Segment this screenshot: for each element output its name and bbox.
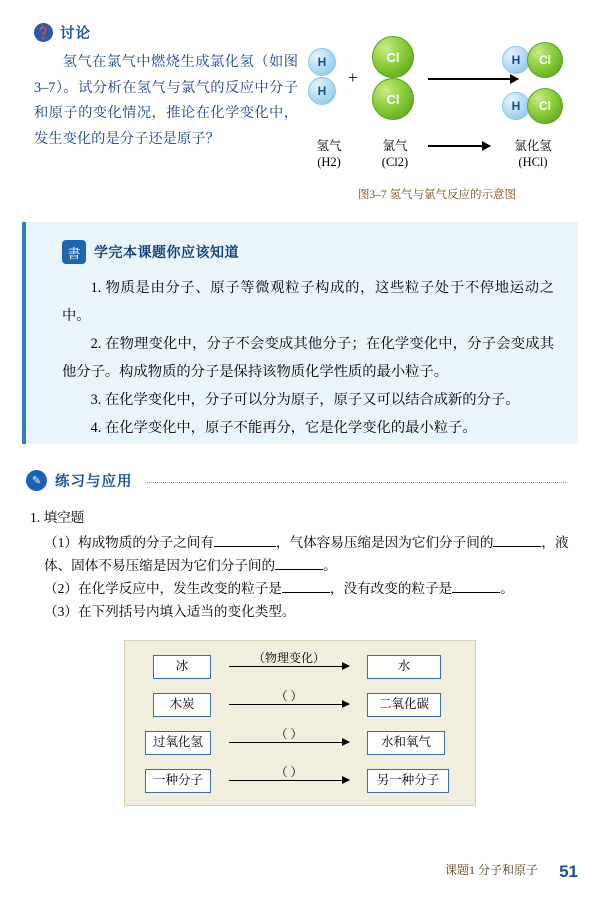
question-1-title: 1. 填空题 — [30, 510, 85, 525]
diagram-label-1: （物理变化） — [252, 651, 325, 665]
summary-title: 学完本课题你应该知道 — [94, 246, 239, 261]
product-h-atom-1: H — [502, 46, 530, 74]
pencil-icon: ✎ — [26, 470, 47, 491]
diagram-arrow-3 — [229, 742, 349, 743]
question-1-1: （1）构成物质的分子之间有 ，气体容易压缩是因为它们分子间的 ，液体、固体不易压缩是因为它们分子间的 。 — [44, 535, 569, 573]
reaction-figure — [300, 30, 570, 200]
diagram-label-4[interactable]: （ ） — [275, 765, 303, 779]
figure-caption: 图3–7 氢气与氯气反应的示意图 — [357, 189, 517, 201]
product-h-atom-2: H — [502, 92, 530, 120]
discussion-header — [34, 22, 91, 43]
label-arrow — [428, 145, 490, 147]
reactant1-label: 氢气 (H2) — [316, 139, 342, 169]
diagram-right-2: 二氧化碳 — [367, 693, 441, 717]
summary-item-1: 1. 物质是由分子、原子等微观粒子构成的，这些粒子处于不停地运动之中。 — [62, 280, 554, 324]
exercise-divider — [147, 482, 567, 483]
diagram-left-1: 冰 — [153, 655, 211, 679]
blank-5[interactable] — [452, 592, 500, 593]
blank-4[interactable] — [282, 592, 330, 593]
summary-item-4: 4. 在化学变化中，原子不能再分，它是化学变化的最小粒子。 — [90, 420, 477, 436]
diagram-left-3: 过氧化氢 — [145, 731, 211, 755]
reaction-arrow — [428, 78, 518, 80]
exercise-title: 练习与应用 — [55, 474, 133, 490]
question-1-3: （3）在下列括号内填入适当的变化类型。 — [44, 604, 296, 619]
summary-item-3: 3. 在化学变化中，分子可以分为原子，原子又可以结合成新的分子。 — [90, 392, 520, 408]
summary-list — [62, 274, 554, 442]
discussion-title: 讨论 — [60, 26, 91, 42]
diagram-right-3: 水和氧气 — [367, 731, 445, 755]
diagram-label-3[interactable]: （ ） — [275, 727, 303, 741]
diagram-label-2[interactable]: （ ） — [275, 689, 303, 703]
cl-atom-2: Cl — [372, 78, 414, 120]
summary-box — [22, 222, 578, 444]
blank-3[interactable] — [275, 569, 323, 570]
footer-chapter-label: 课题1 分子和原子 — [444, 863, 538, 877]
page-number: 51 — [559, 862, 578, 881]
exercise-header — [26, 470, 566, 491]
diagram-left-4: 一种分子 — [145, 769, 211, 793]
discussion-text: 氢气在氯气中燃烧生成氯化氢（如图3–7）。试分析在氢气与氯气的反应中分子和原子的变化情况，推论在化学变化中，发生变化的是分子还是原子？ — [34, 54, 298, 147]
transformation-diagram — [124, 640, 476, 806]
blank-1[interactable] — [214, 546, 276, 547]
diagram-arrow-1 — [229, 666, 349, 667]
reactant2-label: 氯气 (Cl2) — [381, 139, 409, 169]
h-atom-2: H — [308, 77, 336, 105]
diagram-arrow-2 — [229, 704, 349, 705]
plus-sign: + — [348, 68, 358, 87]
book-icon: 書 — [62, 240, 86, 264]
diagram-left-2: 木炭 — [153, 693, 211, 717]
diagram-arrow-4 — [229, 780, 349, 781]
h-atom-1: H — [308, 48, 336, 76]
question-1-2: （2）在化学反应中，发生改变的粒子是 ，没有改变的粒子是 。 — [44, 581, 514, 596]
cl-atom-1: Cl — [372, 36, 414, 78]
summary-item-2: 2. 在物理变化中，分子不会变成其他分子；在化学变化中，分子会变成其他分子。构成物质的分子是保持该物质化学性质的最小粒子。 — [62, 336, 554, 380]
discussion-icon: ❓ — [34, 23, 53, 42]
blank-2[interactable] — [493, 546, 541, 547]
product-cl-atom-1: Cl — [527, 42, 563, 78]
discussion-paragraph — [34, 50, 298, 152]
exercise-body — [30, 506, 574, 623]
diagram-right-4: 另一种分子 — [367, 769, 449, 793]
diagram-right-1: 水 — [367, 655, 441, 679]
product-label: 氯化氢 (HCl) — [514, 139, 552, 169]
product-cl-atom-2: Cl — [527, 88, 563, 124]
summary-header — [62, 240, 239, 264]
